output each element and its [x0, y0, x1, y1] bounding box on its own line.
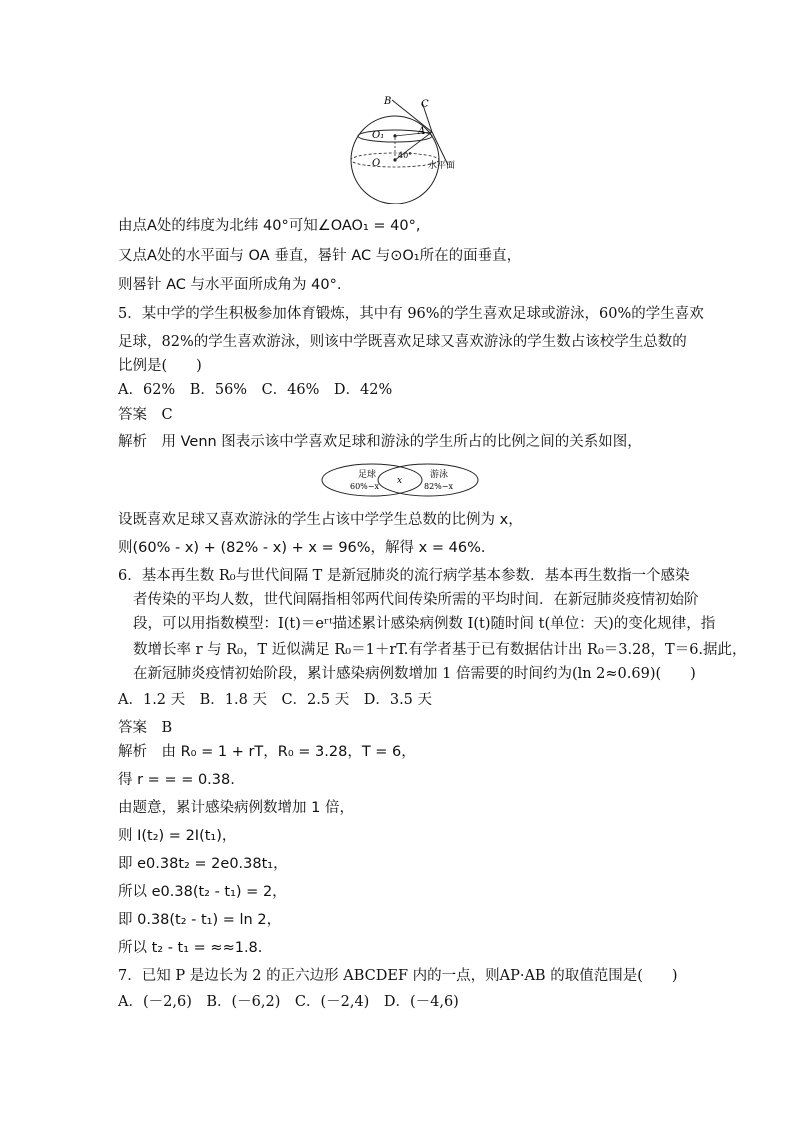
point-O [393, 158, 396, 161]
question-6-solution: 所以 t₂ - t₁ = ≈≈1.8. [118, 940, 263, 956]
question-6-solution: 得 r = = = 0.38. [118, 772, 235, 788]
question-6-text: 者传染的平均人数，世代间隔指相邻两代间传染所需的平均时间．在新冠肺炎疫情初始阶 [133, 592, 699, 608]
question-6-solution: 所以 e0.38(t₂ - t₁) = 2， [118, 884, 287, 900]
sphere-diagram [330, 92, 470, 204]
question-5-options: A．62% B．56% C．46% D．42% [118, 382, 393, 398]
question-6-answer: 答案 B [118, 720, 173, 736]
venn-right-value: 82%−x [424, 482, 453, 491]
venn-right-title: 游泳 [430, 470, 449, 480]
question-6-text: 数增长率 r 与 R₀，T 近似满足 R₀＝1＋rT.有学者基于已有数据估计出 R₀＝3.28，T＝6.据此， [133, 642, 747, 658]
question-7-text: 7．已知 P 是边长为 2 的正六边形 ABCDEF 内的一点，则AP·AB 的取值范围是( ) [118, 968, 678, 984]
radius-O1A [395, 132, 432, 136]
question-5-text: 比例是( ) [118, 358, 202, 374]
question-6-solution: 由题意，累计感染病例数增加 1 倍， [118, 800, 354, 816]
question-5-answer: 答案 C [118, 407, 173, 423]
venn-left-ellipse [322, 464, 422, 496]
question-5-solution: 则(60% - x) + (82% - x) + x = 96%，解得 x = 46%. [118, 540, 486, 556]
label-C: C [421, 99, 429, 110]
question-6-text: 在新冠肺炎疫情初始阶段，累计感染病例数增加 1 倍需要的时间约为(ln 2≈0.69)( ) [133, 666, 696, 682]
question-5-text: 5．某中学的学生积极参加体育锻炼，其中有 96%的学生喜欢足球或游泳，60%的学生喜欢 [118, 306, 704, 322]
solution-line: 又点A处的水平面与 OA 垂直，晷针 AC 与⊙O₁所在的面垂直， [118, 248, 522, 264]
question-5-solution: 解析 用 Venn 图表示该中学喜欢足球和游泳的学生所占的比例之间的关系如图， [118, 434, 642, 450]
label-A: A [418, 126, 426, 137]
label-horizontal-plane: 水平面 [428, 161, 456, 171]
question-6-text: 段，可以用指数模型：I(t)＝eʳᵗ描述累计感染病例数 I(t)随时间 t(单位：天)的变化规律，指 [133, 616, 716, 632]
question-6-solution: 解析 由 R₀ = 1 + rT，R₀ = 3.28，T = 6， [118, 744, 416, 760]
question-7-options: A．(－2,6) B．(－6,2) C．(－2,4) D．(－4,6) [118, 994, 459, 1010]
venn-diagram [320, 462, 480, 498]
point-O1 [393, 134, 396, 137]
label-O: O [372, 158, 381, 169]
solution-line: 由点A处的纬度为北纬 40°可知∠OAO₁ = 40°, [118, 218, 421, 234]
venn-right-ellipse [378, 464, 478, 496]
label-B: B [384, 96, 392, 107]
question-6-solution: 即 0.38(t₂ - t₁) = ln 2， [118, 912, 282, 928]
question-6-options: A．1.2 天 B．1.8 天 C．2.5 天 D．3.5 天 [118, 692, 433, 708]
label-O1: O₁ [372, 130, 385, 141]
solution-line: 则晷针 AC 与水平面所成角为 40°. [118, 277, 342, 293]
question-6-solution: 则 I(t₂) = 2I(t₁)， [118, 828, 237, 844]
venn-left-value: 60%−x [350, 482, 379, 491]
venn-left-title: 足球 [358, 470, 377, 480]
question-5-solution: 设既喜欢足球又喜欢游泳的学生占该中学学生总数的比例为 x， [118, 512, 523, 528]
question-5-text: 足球，82%的学生喜欢游泳，则该中学既喜欢足球又喜欢游泳的学生数占该校学生总数的 [118, 334, 687, 350]
question-6-solution: 即 e0.38t₂ = 2e0.38t₁， [118, 856, 288, 872]
question-6-text: 6．基本再生数 R₀与世代间隔 T 是新冠肺炎的流行病学基本参数．基本再生数指一个感染 [118, 568, 690, 584]
label-angle: 40° [398, 151, 413, 160]
venn-center: x [397, 476, 403, 486]
